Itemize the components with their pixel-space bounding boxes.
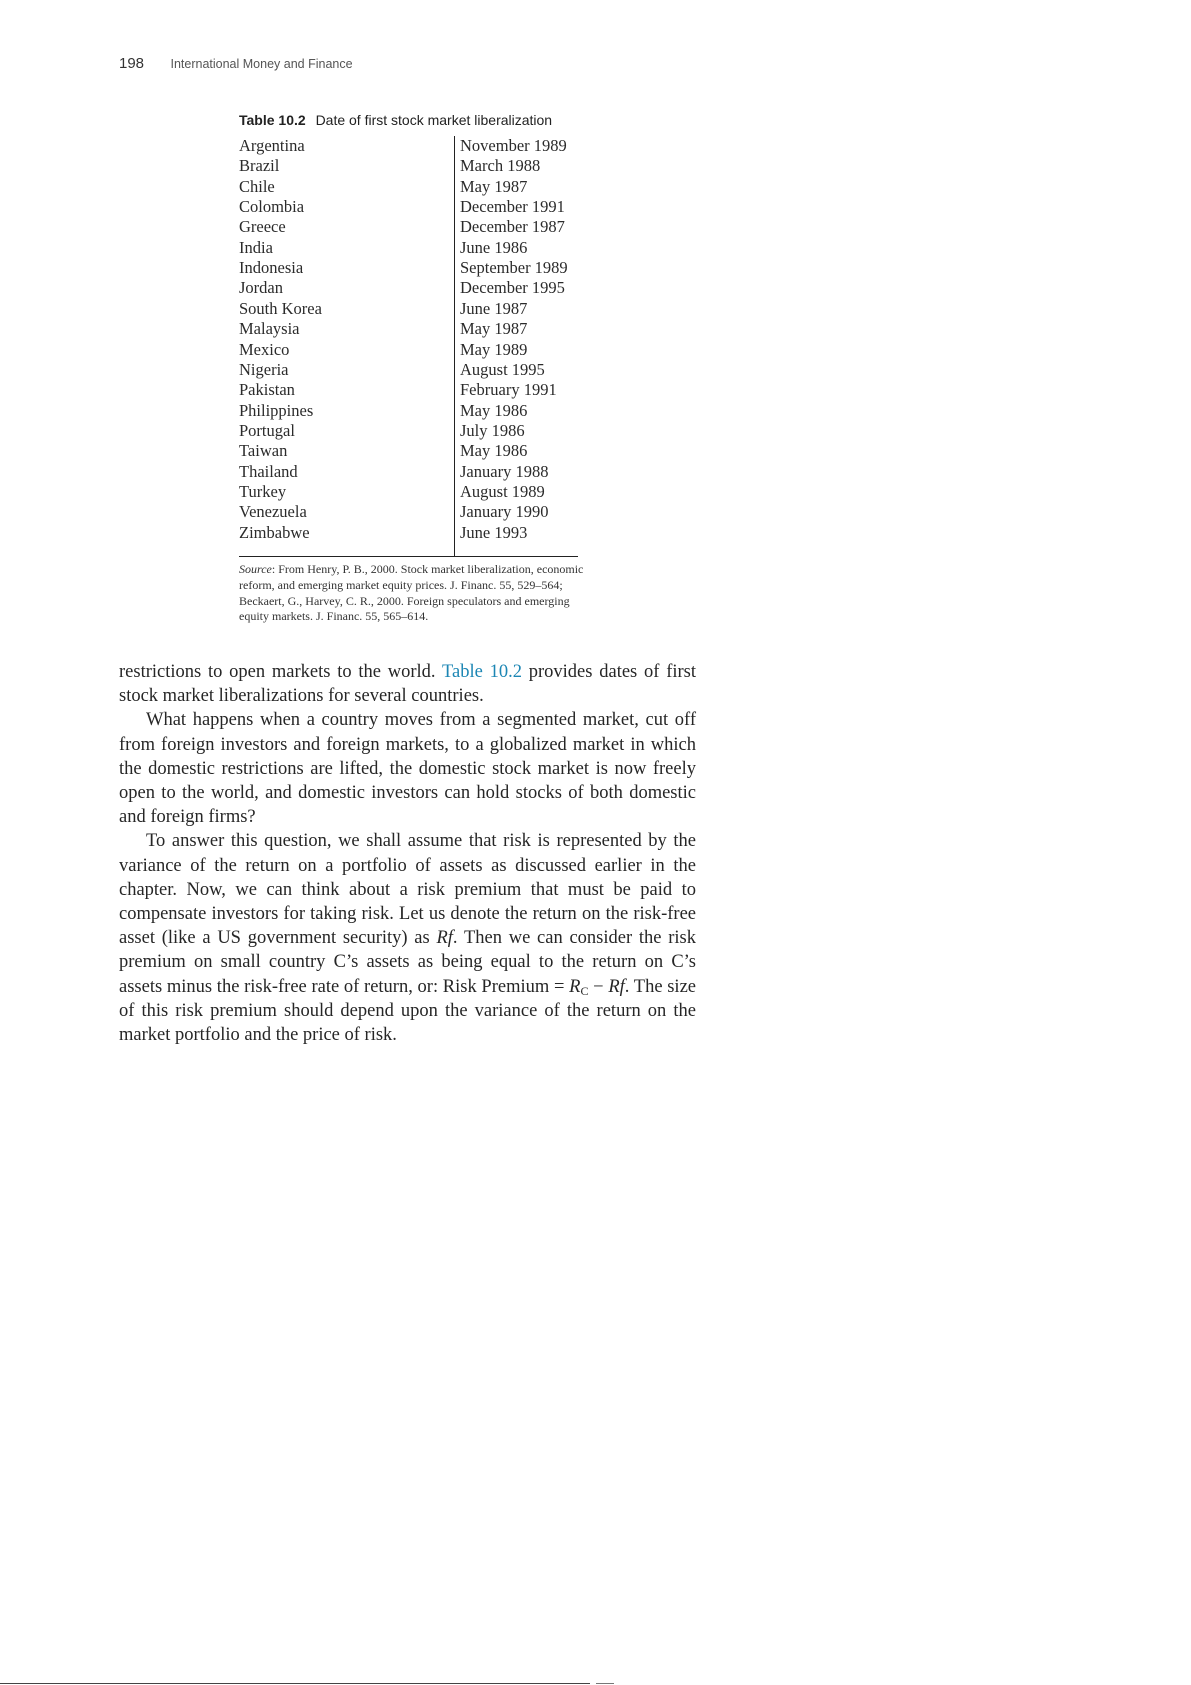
table-row <box>239 319 578 339</box>
c-subscript: C <box>580 983 589 998</box>
table-row <box>239 340 578 360</box>
table-row <box>239 238 578 258</box>
table-row <box>239 278 578 298</box>
date-cell: June 1993 <box>460 522 528 542</box>
rf-symbol: Rf <box>608 976 625 997</box>
country-cell: Colombia <box>239 197 305 217</box>
paragraph-2: What happens when a country moves from a segmented market, cut off from foreign investors and foreign markets, to a globalized market in which the domestic restrictions are lifted, the domestic stock market is now freely open to the world, and domestic investors can hold stocks of both domestic and foreign firms? <box>119 710 696 828</box>
date-cell: July 1986 <box>460 420 525 440</box>
date-cell: August 1995 <box>460 359 545 379</box>
table-row <box>239 217 578 237</box>
rf-symbol: Rf <box>436 928 453 949</box>
date-cell: June 1986 <box>460 237 528 257</box>
country-cell: Thailand <box>239 461 298 481</box>
table-row <box>239 136 578 156</box>
country-cell: Chile <box>239 176 275 196</box>
table-row <box>239 380 578 400</box>
country-cell: Philippines <box>239 400 314 420</box>
date-cell: February 1991 <box>460 380 557 400</box>
table-row <box>239 421 578 441</box>
country-cell: Jordan <box>239 278 283 298</box>
date-cell: March 1988 <box>460 156 541 176</box>
country-cell: Indonesia <box>239 258 304 278</box>
table-row <box>239 360 578 380</box>
body-text <box>119 660 696 1047</box>
date-cell: May 1986 <box>460 441 528 461</box>
table-row <box>239 441 578 461</box>
table-row <box>239 197 578 217</box>
country-cell: Pakistan <box>239 380 295 400</box>
country-cell: Malaysia <box>239 319 300 339</box>
table-row <box>239 177 578 197</box>
source-label: Source <box>239 562 272 576</box>
country-cell: Zimbabwe <box>239 522 310 542</box>
table-source-note <box>239 562 584 625</box>
r-symbol: R <box>569 976 581 997</box>
table-reference-link[interactable]: Table 10.2 <box>441 662 522 682</box>
country-cell: Mexico <box>239 339 290 359</box>
footer-rule <box>0 1683 590 1684</box>
date-cell: June 1987 <box>460 298 528 318</box>
running-head <box>119 55 353 73</box>
table-label: Table 10.2 <box>239 112 306 128</box>
country-cell: Brazil <box>239 156 280 176</box>
date-cell: May 1989 <box>460 339 528 359</box>
table-row <box>239 401 578 421</box>
table-caption <box>239 112 552 128</box>
country-cell: Nigeria <box>239 359 289 379</box>
table-row <box>239 523 578 543</box>
date-cell: December 1991 <box>460 197 565 217</box>
table-bottom-rule <box>239 556 578 557</box>
date-cell: May 1987 <box>460 319 528 339</box>
footer-mark <box>596 1683 614 1684</box>
table-row <box>239 482 578 502</box>
table-row <box>239 502 578 522</box>
paragraph-3: To answer this question, we shall assume that risk is represented by the variance of the return on a portfolio of assets as discussed earlier in the chapter. Now, we can think about a risk premium that must be paid to compensate investors for taking risk. Let us denote the return on the risk-free asset (like a US government security) as Rf. Then we can consider the risk premium on small country C’s assets as being equal to the return on C’s assets minus the risk-free rate of return, or: Risk Premium = $R_C - Rf$. The size of this risk premium should depend upon the variance of the return on the market portfolio and the price of risk. <box>119 831 696 1046</box>
country-cell: Portugal <box>239 420 295 440</box>
source-text: : From Henry, P. B., 2000. Stock market liberalization, economic reform, and emerging market equity prices. J. Financ. 55, 529–564; Beckaert, G., Harvey, C. R., 2000. Foreign speculators and emerging equity markets. J. Financ. 55, 565–614. <box>239 562 584 624</box>
date-cell: December 1987 <box>460 217 565 237</box>
date-cell: May 1986 <box>460 400 528 420</box>
table-row <box>239 258 578 278</box>
table-title: Date of first stock market liberalization <box>315 112 553 128</box>
country-cell: India <box>239 237 273 257</box>
country-cell: Greece <box>239 217 286 237</box>
table-row <box>239 299 578 319</box>
table-row <box>239 156 578 176</box>
date-cell: August 1989 <box>460 481 545 501</box>
country-cell: Turkey <box>239 481 287 501</box>
date-cell: May 1987 <box>460 176 528 196</box>
paragraph-1: restrictions to open markets to the world. Table 10.2 provides dates of first stock market liberalizations for several countries. <box>119 662 697 707</box>
country-cell: Taiwan <box>239 441 288 461</box>
table-row <box>239 462 578 482</box>
country-cell: Venezuela <box>239 502 307 522</box>
date-cell: November 1989 <box>460 136 567 155</box>
date-cell: January 1988 <box>460 461 549 481</box>
date-cell: December 1995 <box>460 278 565 298</box>
date-cell: September 1989 <box>460 258 568 278</box>
page-number: 198 <box>119 55 145 72</box>
country-cell: South Korea <box>239 298 322 318</box>
running-title: International Money and Finance <box>170 57 353 71</box>
date-cell: January 1990 <box>460 502 549 522</box>
country-cell: Argentina <box>239 136 305 155</box>
